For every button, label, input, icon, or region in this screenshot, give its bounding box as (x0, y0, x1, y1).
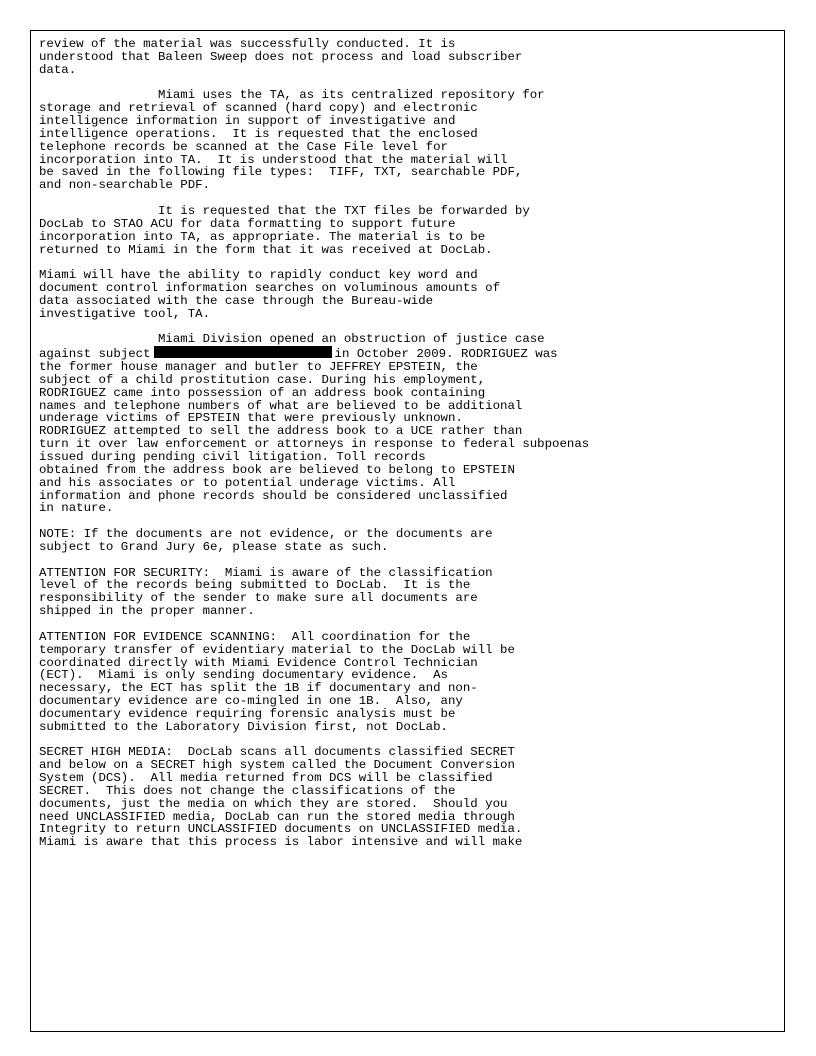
paragraph-keyword-search (39, 269, 784, 320)
text-line: DocLab to STAO ACU for data formatting to support future (39, 216, 456, 231)
text-line: It is requested that the TXT files be forwarded by (39, 203, 530, 218)
text-line: and non-searchable PDF. (39, 178, 211, 193)
text-line: storage and retrieval of scanned (hard copy) and electronic (39, 101, 478, 116)
paragraph-case-summary (39, 333, 784, 515)
text-line: names and telephone numbers of what are believed to be additional (39, 398, 523, 413)
text-line: turn it over law enforcement or attorneys in response to federal subpoenas (39, 437, 590, 452)
text-line: RODRIGUEZ attempted to sell the address book to a UCE rather than (39, 424, 523, 439)
text-line: System (DCS). All media returned from DCS will be classified (39, 771, 493, 786)
text-line: subject to Grand Jury 6e, please state as such. (39, 539, 389, 554)
text-line: the former house manager and butler to JEFFREY EPSTEIN, the (39, 360, 478, 375)
text-line: incorporation into TA, as appropriate. The material is to be (39, 229, 486, 244)
paragraph-attention-evidence (39, 631, 784, 734)
text-line: telephone records be scanned at the Case File level for (39, 139, 448, 154)
text-line: level of the records being submitted to DocLab. It is the (39, 578, 471, 593)
text-line: information and phone records should be considered unclassified (39, 488, 508, 503)
text-line: and below on a SECRET high system called the Document Conversion (39, 758, 515, 773)
text-line: documentary evidence are co-mingled in one 1B. Also, any (39, 694, 463, 709)
text-line: understood that Baleen Sweep does not process and load subscriber (39, 49, 523, 64)
text-line: data associated with the case through the Bureau-wide (39, 293, 434, 308)
redaction-suffix: in October 2009. RODRIGUEZ was (334, 347, 558, 362)
redaction-prefix: against subject (39, 347, 151, 362)
text-line: responsibility of the sender to make sure all documents are (39, 591, 478, 606)
text-line: subject of a child prostitution case. During his employment, (39, 372, 486, 387)
text-line: submitted to the Laboratory Division first, not DocLab. (39, 719, 448, 734)
text-line: review of the material was successfully conducted. It is (39, 37, 456, 51)
paragraph-secret-high-media (39, 746, 784, 849)
paragraph-ta-repository (39, 89, 784, 192)
document-page (30, 30, 785, 1032)
text-line: Miami is aware that this process is labor intensive and will make (39, 835, 523, 850)
text-line: need UNCLASSIFIED media, DocLab can run the stored media through (39, 809, 515, 824)
text-line: SECRET HIGH MEDIA: DocLab scans all documents classified SECRET (39, 745, 515, 760)
redaction-bar (154, 346, 332, 358)
text-line: Miami Division opened an obstruction of justice case (39, 332, 545, 347)
text-line: underage victims of EPSTEIN that were previously unknown. (39, 411, 463, 426)
paragraph-attention-security (39, 567, 784, 618)
text-line: be saved in the following file types: TIFF, TXT, searchable PDF, (39, 165, 523, 180)
paragraph-txt-forwarding (39, 205, 784, 256)
text-line: intelligence information in support of investigative and (39, 114, 456, 129)
text-line: necessary, the ECT has split the 1B if documentary and non- (39, 681, 478, 696)
text-line: RODRIGUEZ came into possession of an address book containing (39, 385, 486, 400)
text-line: SECRET. This does not change the classifications of the (39, 783, 456, 798)
text-line: coordinated directly with Miami Evidence Control Technician (39, 655, 478, 670)
text-line-with-redaction (39, 346, 784, 361)
paragraph-review (39, 38, 784, 77)
text-line: documents, just the media on which they are stored. Should you (39, 796, 508, 811)
text-line: document control information searches on voluminous amounts of (39, 281, 501, 296)
text-line: shipped in the proper manner. (39, 604, 255, 619)
text-line: and his associates or to potential underage victims. All (39, 475, 456, 490)
text-line: documentary evidence requiring forensic analysis must be (39, 706, 456, 721)
text-line: Integrity to return UNCLASSIFIED documents on UNCLASSIFIED media. (39, 822, 523, 837)
text-line: NOTE: If the documents are not evidence, or the documents are (39, 527, 493, 542)
text-line: in nature. (39, 501, 114, 516)
text-line: data. (39, 62, 77, 77)
text-line: Miami will have the ability to rapidly conduct key word and (39, 268, 478, 283)
text-line: (ECT). Miami is only sending documentary evidence. As (39, 668, 448, 683)
text-line: obtained from the address book are believed to belong to EPSTEIN (39, 462, 515, 477)
text-line: issued during pending civil litigation. Toll records (39, 450, 426, 464)
text-line: incorporation into TA. It is understood that the material will (39, 152, 508, 167)
text-line: Miami uses the TA, as its centralized repository for (39, 88, 545, 103)
text-line: returned to Miami in the form that it was received at DocLab. (39, 242, 493, 257)
text-line: ATTENTION FOR EVIDENCE SCANNING: All coordination for the (39, 629, 471, 644)
text-line: ATTENTION FOR SECURITY: Miami is aware of the classification (39, 565, 493, 580)
paragraph-note (39, 528, 784, 554)
text-line: investigative tool, TA. (39, 306, 211, 321)
text-line: intelligence operations. It is requested that the enclosed (39, 126, 478, 141)
text-line: temporary transfer of evidentiary material to the DocLab will be (39, 642, 515, 657)
